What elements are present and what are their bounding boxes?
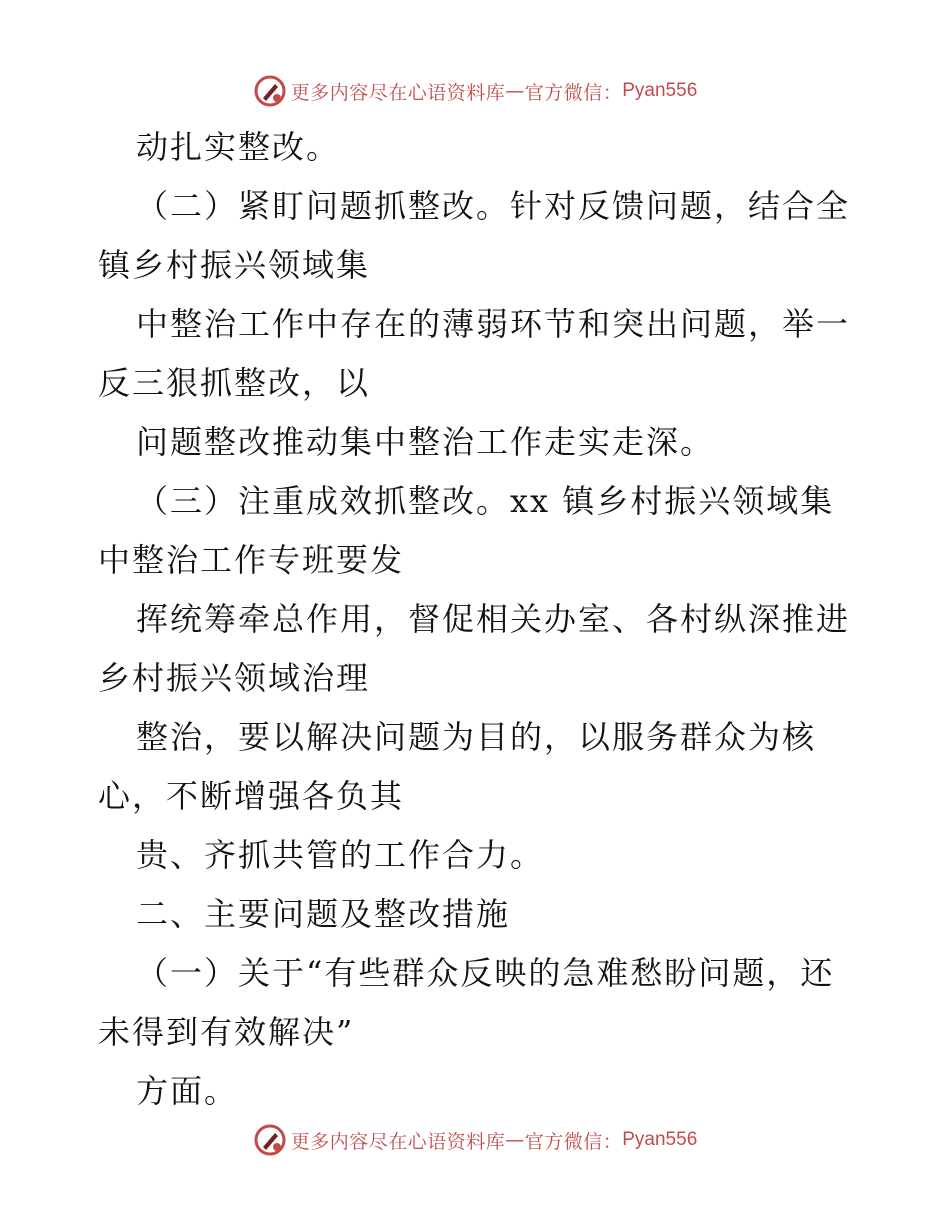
text-line: 二、主要问题及整改措施 — [136, 895, 511, 933]
watermark-wechat-id: Pyan556 — [622, 1129, 698, 1150]
text-line: （三）注重成效抓整改。xx 镇乡村振兴领域集 — [136, 482, 835, 520]
watermark-separator: — — [505, 80, 525, 102]
watermark-header — [0, 71, 950, 111]
text-line: 方面。 — [136, 1072, 239, 1110]
watermark-separator: — — [505, 1129, 525, 1151]
text-line: （一）关于“有些群众反映的急难愁盼问题，还 — [136, 954, 835, 992]
watermark-official-label: 官方微信： — [524, 81, 623, 104]
text-line: 问题整改推动集中整治工作走实走深。 — [136, 423, 715, 461]
text-line: 动扎实整改。 — [136, 128, 341, 166]
watermark-footer — [0, 1120, 950, 1160]
text-line: 挥统筹牵总作用，督促相关办室、各村纵深推进 — [136, 600, 851, 638]
text-line: 整治，要以解决问题为目的，以服务群众为核 — [136, 718, 817, 756]
text-line: 贵、齐抓共管的工作合力。 — [136, 836, 545, 874]
text-line: 乡村振兴领域治理 — [98, 659, 371, 697]
watermark-text: 更多内容尽在心语资料库 — [290, 1130, 506, 1153]
text-line: 心，不断增强各负其 — [98, 777, 405, 815]
watermark-official-label: 官方微信： — [524, 1130, 623, 1153]
text-line: 镇乡村振兴领域集 — [98, 246, 371, 284]
text-line: 中整治工作专班要发 — [98, 541, 405, 579]
pen-logo-icon — [253, 74, 287, 108]
text-line: 反三狠抓整改，以 — [98, 364, 371, 402]
document-body — [98, 118, 858, 1121]
watermark-text: 更多内容尽在心语资料库 — [290, 81, 506, 104]
text-line: （二）紧盯问题抓整改。针对反馈问题，结合全 — [136, 187, 851, 225]
text-line: 未得到有效解决” — [98, 1013, 355, 1051]
watermark-wechat-id: Pyan556 — [622, 80, 698, 101]
pen-logo-icon — [253, 1123, 287, 1157]
text-line: 中整治工作中存在的薄弱环节和突出问题，举一 — [136, 305, 851, 343]
